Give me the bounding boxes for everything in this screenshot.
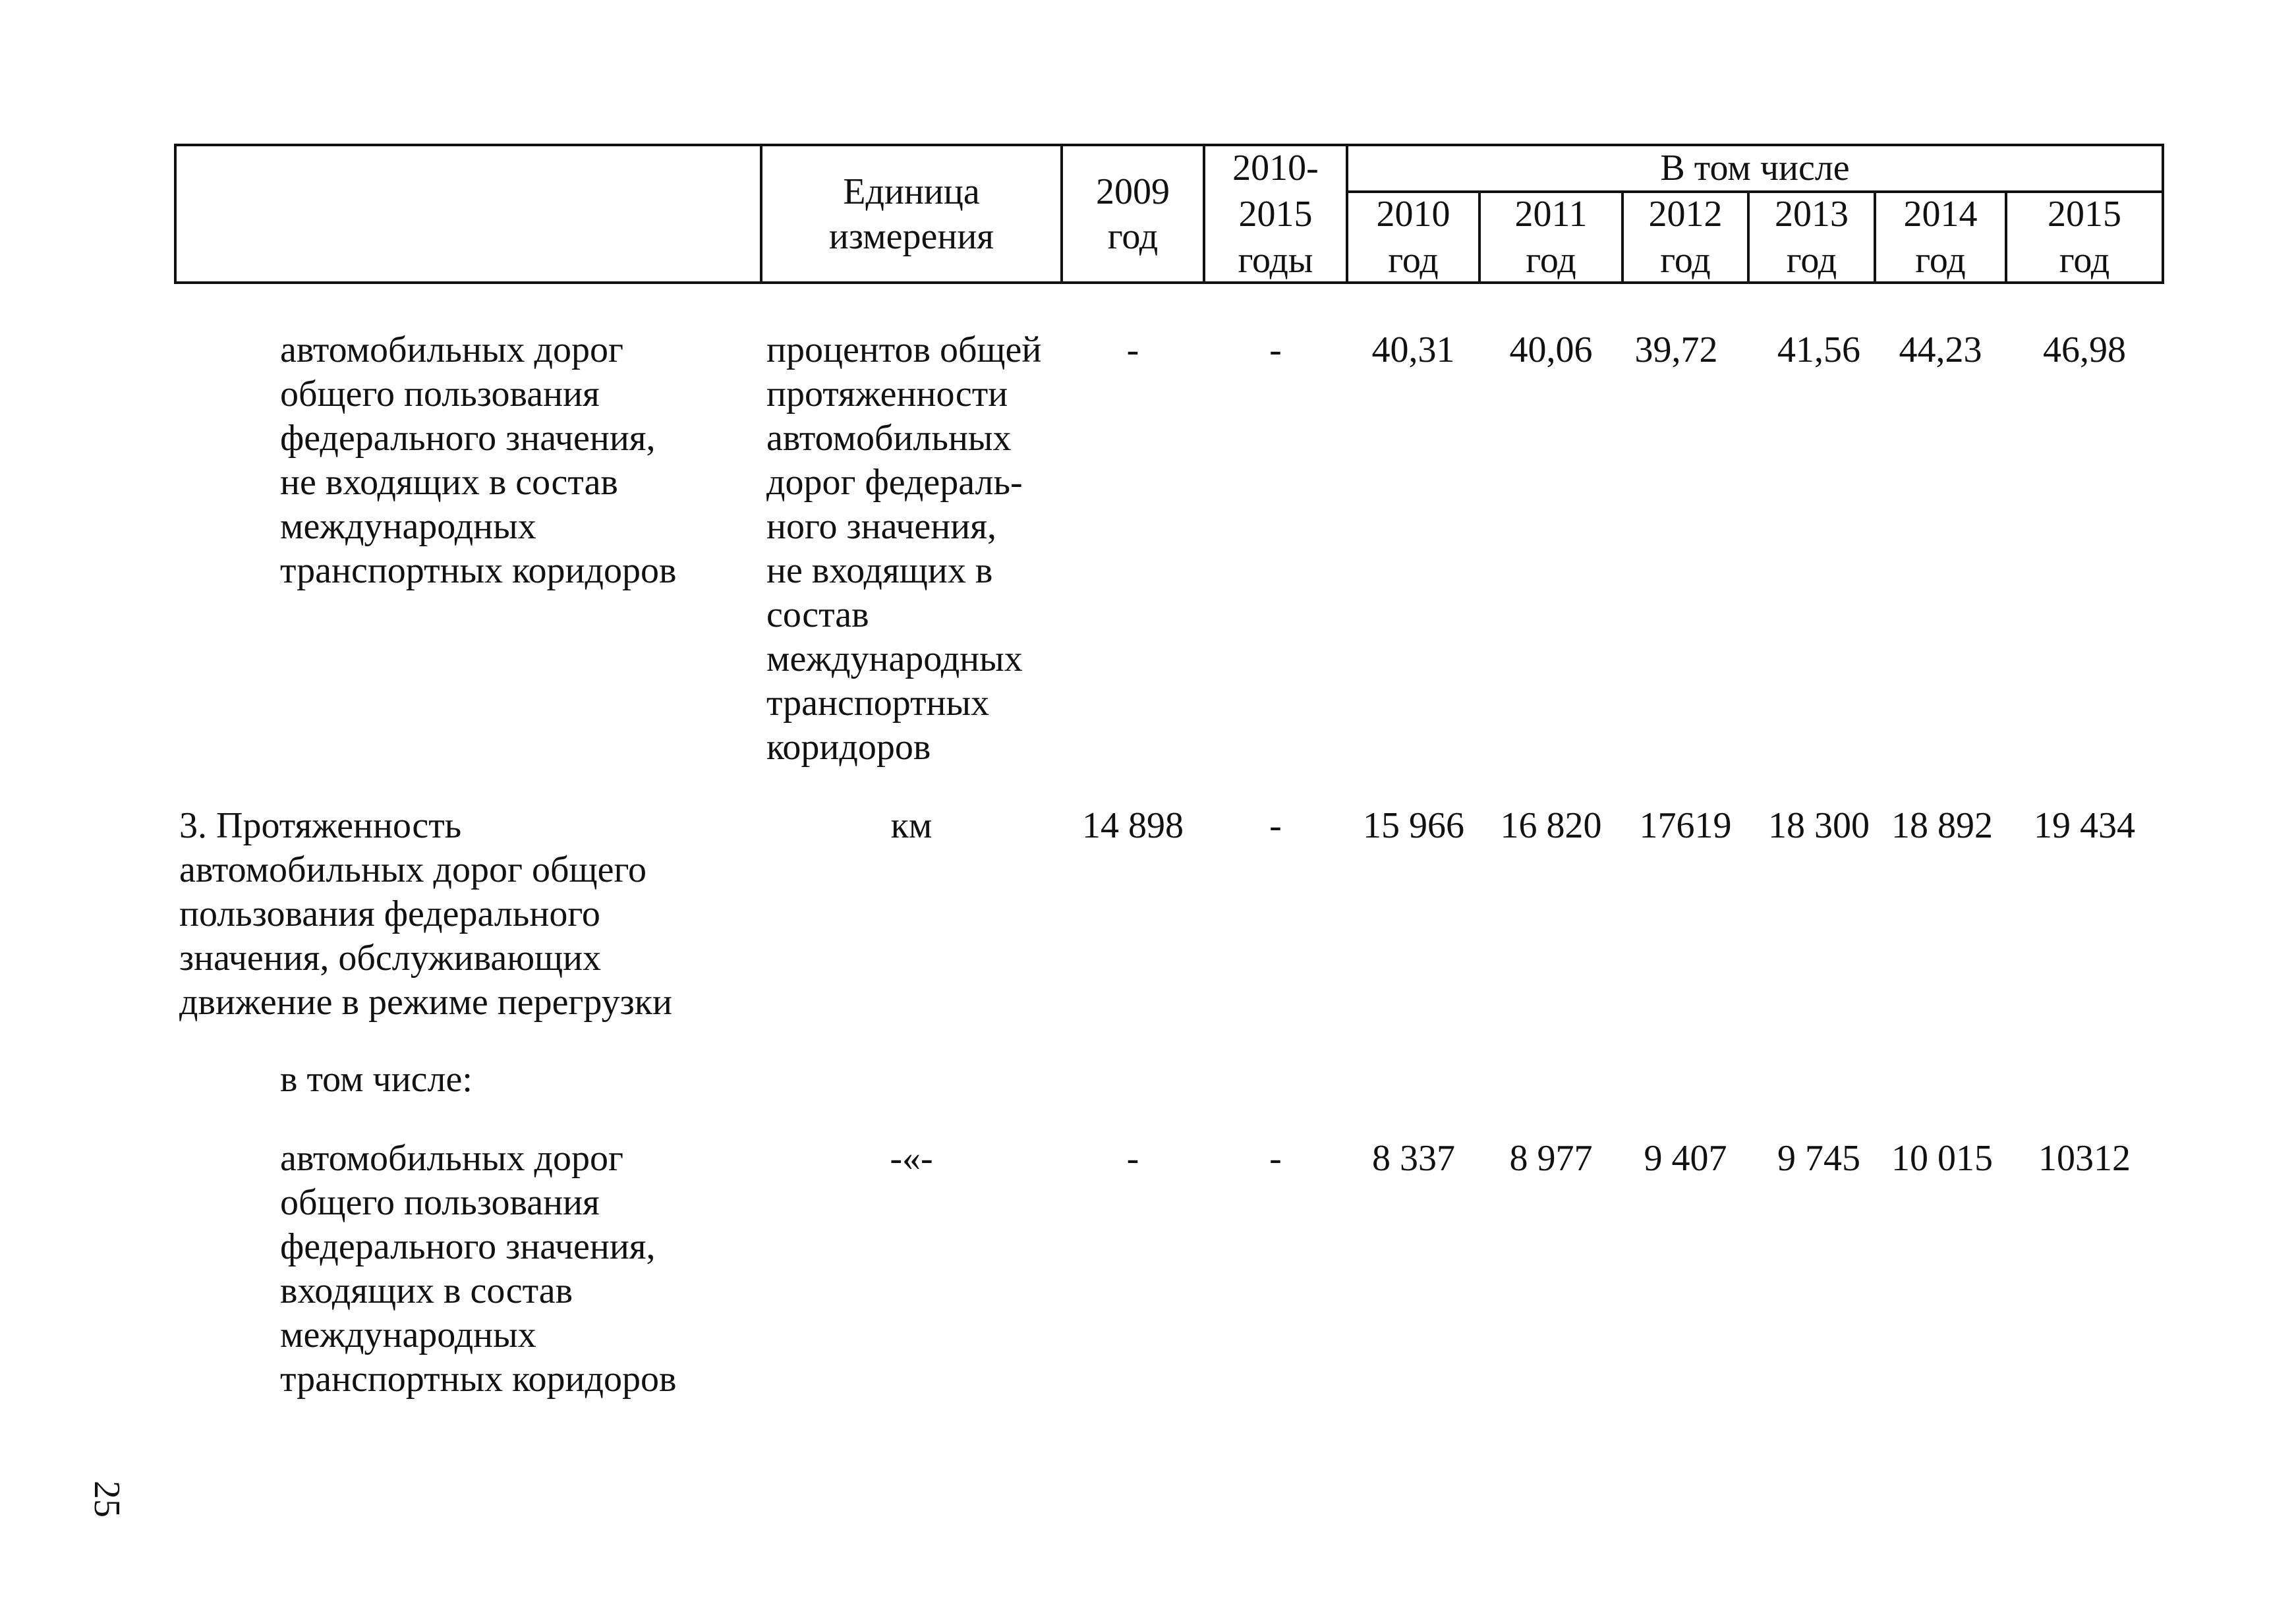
header-year-2015-suffix: год [2059, 240, 2110, 281]
row-3-2015: 10312 [2038, 1138, 2131, 1179]
row-1-period: - [1269, 329, 1282, 370]
row-2-2013: 18 300 [1768, 805, 1870, 846]
header-unit-line-1: Единица [843, 171, 980, 212]
header-period-line-1: 2010- [1232, 148, 1319, 188]
header-year-2015: 2015 [2048, 194, 2121, 235]
header-year-2013: 2013 [1775, 194, 1849, 235]
header-unit-line-2: измерения [828, 216, 994, 257]
row-2-unit: км [890, 805, 933, 846]
row-2-2015: 19 434 [2034, 805, 2135, 846]
row-1-2015: 46,98 [2043, 329, 2126, 370]
header-year-2010-suffix: год [1388, 240, 1439, 281]
header-year-2011: 2011 [1514, 194, 1588, 235]
row-3-name: автомобильных дорог общего пользования федерального значения, входящих в состав международных транспортных коридоров [280, 1138, 677, 1400]
header-year-2012-suffix: год [1660, 240, 1711, 281]
row-3-2013: 9 745 [1777, 1138, 1860, 1179]
row-3-period: - [1269, 1138, 1282, 1179]
row-1-2011: 40,06 [1509, 329, 1593, 370]
header-period-line-2: 2015 [1238, 194, 1313, 235]
header-right-border [2162, 144, 2164, 284]
row-3-2014: 10 015 [1891, 1138, 1993, 1179]
row-1-unit: процентов общей протяженности автомобильных дорог федераль- ного значения, не входящих в состав международных транспортных коридоров [766, 329, 1042, 768]
header-left-border [174, 144, 177, 284]
row-1-name: автомобильных дорог общего пользования федерального значения, не входящих в состав международных транспортных коридоров [280, 329, 677, 591]
row-2-2014: 18 892 [1891, 805, 1993, 846]
header-year-2010: 2010 [1376, 194, 1450, 235]
row-1-2010: 40,31 [1371, 329, 1455, 370]
row-1-2012: 39,72 [1634, 329, 1718, 370]
header-year-2011-suffix: год [1526, 240, 1576, 281]
row-2-2010: 15 966 [1363, 805, 1464, 846]
header-subgroup-label: В том числе [1660, 148, 1850, 188]
header-year-2013-suffix: год [1786, 240, 1837, 281]
row-3-unit: -«- [890, 1138, 933, 1179]
row-2-2012: 17619 [1639, 805, 1732, 846]
row-2-2009: 14 898 [1082, 805, 1184, 846]
row-2-2011: 16 820 [1500, 805, 1602, 846]
row-3-2011: 8 977 [1509, 1138, 1593, 1179]
page-number: 25 [86, 1481, 127, 1518]
header-period-line-3: годы [1238, 240, 1313, 281]
row-2-name: 3. Протяженность автомобильных дорог общего пользования федерального значения, обслуживающих движение в режиме перегрузки [179, 805, 672, 1023]
header-year-2014-suffix: год [1915, 240, 1966, 281]
row-note: в том числе: [280, 1059, 473, 1100]
row-1-2013: 41,56 [1777, 329, 1860, 370]
header-year-2014: 2014 [1903, 194, 1978, 235]
row-3-2012: 9 407 [1644, 1138, 1727, 1179]
row-3-2009: - [1126, 1138, 1139, 1179]
header-year-2012: 2012 [1648, 194, 1723, 235]
row-2-period: - [1269, 805, 1282, 846]
row-3-2010: 8 337 [1372, 1138, 1455, 1179]
row-1-2014: 44,23 [1899, 329, 1982, 370]
header-2009-line-1: 2009 [1096, 171, 1170, 212]
row-1-2009: - [1126, 329, 1139, 370]
header-2009-line-2: год [1107, 216, 1159, 257]
